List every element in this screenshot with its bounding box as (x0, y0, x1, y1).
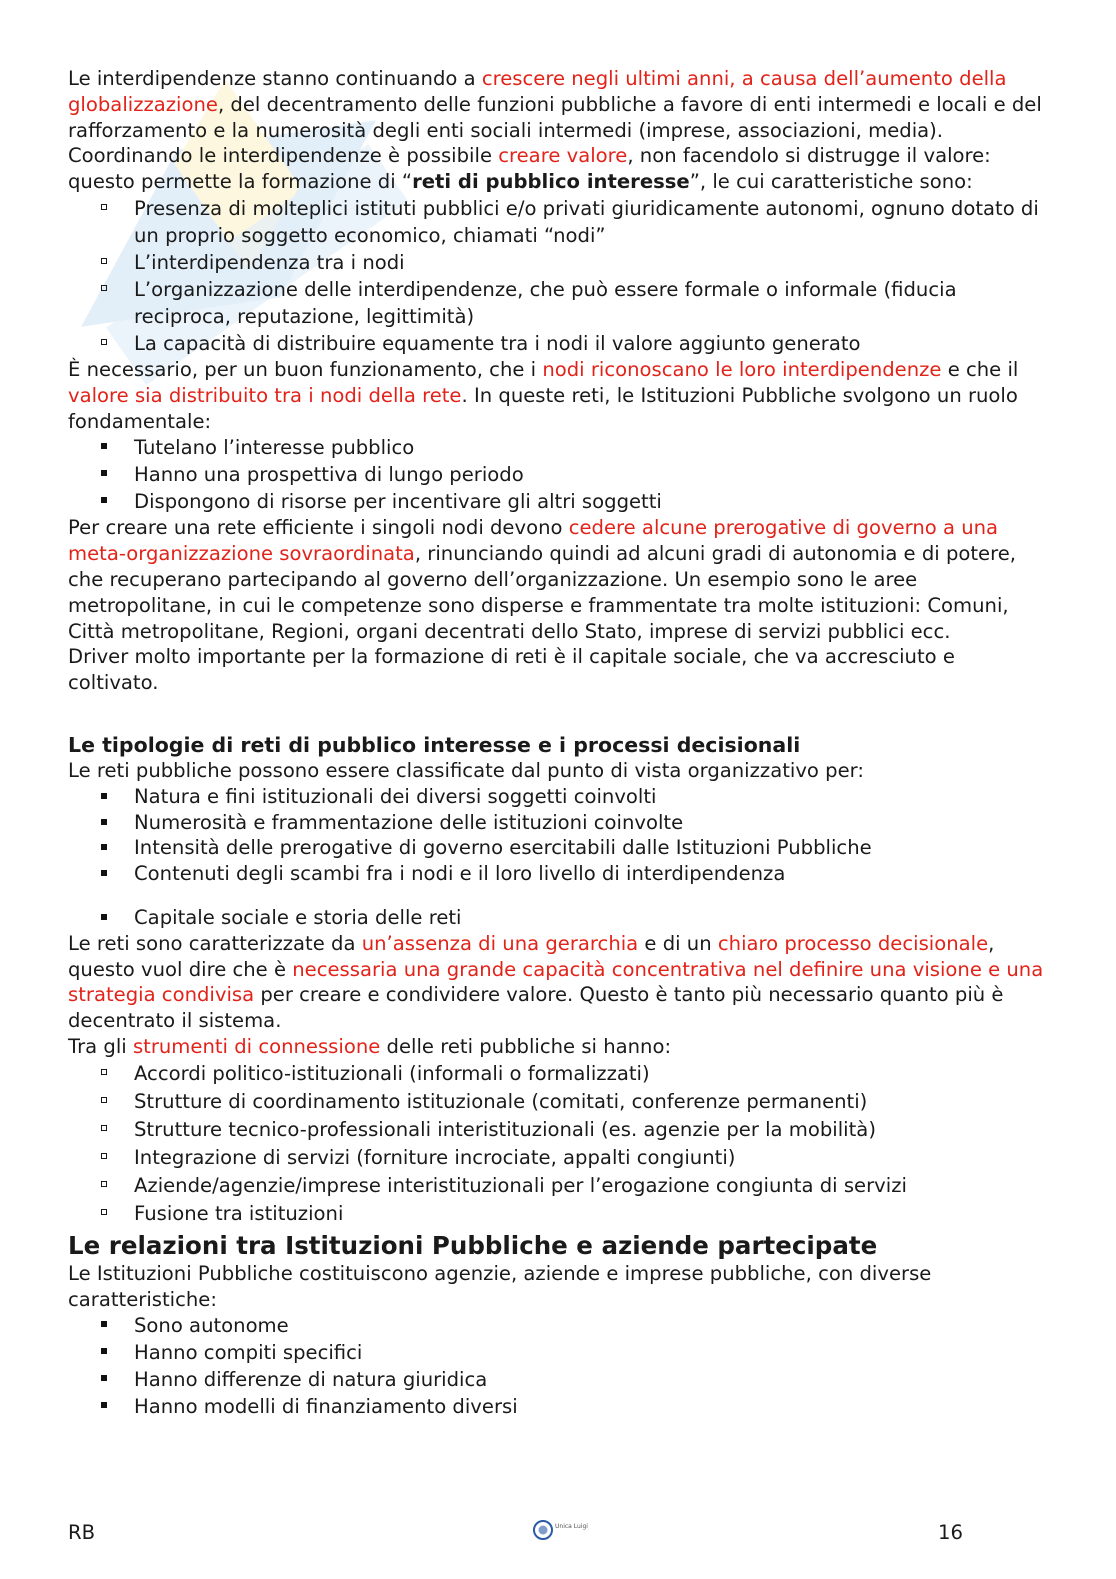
list-item: Intensità delle prerogative di governo esercitabili dalle Istituzioni Pubbliche (68, 835, 1048, 861)
section1-paragraph-2: Le reti sono caratterizzate da un’assenza di una gerarchia e di un chiaro processo decisionale, questo vuol dire che è necessaria una grande capacità concentrativa nel definire una visione e una strategia condivisa per creare e condividere valore. Questo è tanto più necessario quanto più è decentrato il sistema. (68, 931, 1044, 1033)
list-item: Integrazione di servizi (forniture incrociate, appalti congiunti) (68, 1144, 1048, 1172)
features-list (68, 1312, 1048, 1420)
list-item: Hanno modelli di finanziamento diversi (68, 1393, 1048, 1420)
university-logo-icon (533, 1515, 588, 1547)
section-heading-relazioni: Le relazioni tra Istituzioni Pubbliche e aziende partecipate (68, 1230, 878, 1260)
list-item: Presenza di molteplici istituti pubblici e/o privati giuridicamente autonomi, ognuno dotato di un proprio soggetto economico, chiamati “nodi” (68, 195, 1048, 249)
footer-author: RB (68, 1521, 96, 1544)
list-item: L’interdipendenza tra i nodi (68, 249, 1048, 276)
intro-paragraph-3: È necessario, per un buon funzionamento, che i nodi riconoscano le loro interdipendenze e che il valore sia distribuito tra i nodi della rete. In queste reti, le Istituzioni Pubbliche svolgono un ruolo fondamentale: (68, 357, 1019, 433)
document-body (68, 66, 1048, 1420)
list-item: Capitale sociale e storia delle reti (68, 905, 1048, 931)
list-item: Hanno una prospettiva di lungo periodo (68, 461, 1048, 488)
tools-list (68, 1060, 1048, 1228)
list-item: Natura e fini istituzionali dei diversi soggetti coinvolti (68, 784, 1048, 810)
list-item: Accordi politico-istituzionali (informali o formalizzati) (68, 1060, 1048, 1088)
list-item: Numerosità e frammentazione delle istituzioni coinvolte (68, 810, 1048, 836)
list-item: Tutelano l’interesse pubblico (68, 434, 1048, 461)
roles-list (68, 434, 1048, 515)
logo-text: Unica Luigi (555, 1523, 588, 1530)
section2-paragraph-1: Le Istituzioni Pubbliche costituiscono agenzie, aziende e imprese pubbliche, con diverse caratteristiche: (68, 1261, 932, 1311)
list-item: Sono autonome (68, 1312, 1048, 1339)
list-item: Hanno differenze di natura giuridica (68, 1366, 1048, 1393)
list-item: Strutture di coordinamento istituzionale (comitati, conferenze permanenti) (68, 1088, 1048, 1116)
list-item: Strutture tecnico-professionali interistituzionali (es. agenzie per la mobilità) (68, 1116, 1048, 1144)
criteria-list (68, 784, 1048, 887)
intro-paragraph-1: Le interdipendenze stanno continuando a crescere negli ultimi anni, a causa dell’aumento della globalizzazione, del decentramento delle funzioni pubbliche a favore di enti intermedi e locali e del rafforzamento e la numerosità degli enti sociali intermedi (imprese, associazioni, media). (68, 67, 1042, 142)
list-item: L’organizzazione delle interdipendenze, che può essere formale o informale (fiducia reciproca, reputazione, legittimità) (68, 276, 1048, 330)
section1-paragraph-3: Tra gli strumenti di connessione delle reti pubbliche si hanno: (68, 1034, 672, 1058)
section-heading-tipologie: Le tipologie di reti di pubblico interesse e i processi decisionali (68, 732, 801, 757)
list-item: Aziende/agenzie/imprese interistituzionali per l’erogazione congiunta di servizi (68, 1172, 1048, 1200)
intro-paragraph-5: Driver molto importante per la formazione di reti è il capitale sociale, che va accresciuto e coltivato. (68, 645, 955, 695)
list-item: Hanno compiti specifici (68, 1339, 1048, 1366)
page-number: 16 (938, 1521, 963, 1544)
intro-paragraph-4: Per creare una rete efficiente i singoli nodi devono cedere alcune prerogative di governo a una meta-organizzazione sovraordinata, rinunciando quindi ad alcuni gradi di autonomia e di potere, che recuperano partecipando al governo dell’organizzazione. Un esempio sono le aree metropolitane, in cui le competenze sono disperse e frammentate tra molte istituzioni: Comuni, Città metropolitane, Regioni, organi decentrati dello Stato, imprese di servizi pubblici ecc. (68, 516, 1017, 643)
section1-paragraph-1: Le reti pubbliche possono essere classificate dal punto di vista organizzativo per: (68, 758, 864, 782)
list-item: La capacità di distribuire equamente tra i nodi il valore aggiunto generato (68, 330, 1048, 357)
list-item: Fusione tra istituzioni (68, 1200, 1048, 1228)
intro-paragraph-2: Coordinando le interdipendenze è possibile creare valore, non facendolo si distrugge il valore: questo permette la formazione di “reti di pubblico interesse”, le cui caratteristiche sono: (68, 144, 991, 194)
characteristics-list (68, 195, 1048, 357)
criteria-list-last (68, 905, 1048, 931)
list-item: Contenuti degli scambi fra i nodi e il loro livello di interdipendenza (68, 861, 1048, 887)
list-item: Dispongono di risorse per incentivare gli altri soggetti (68, 488, 1048, 515)
